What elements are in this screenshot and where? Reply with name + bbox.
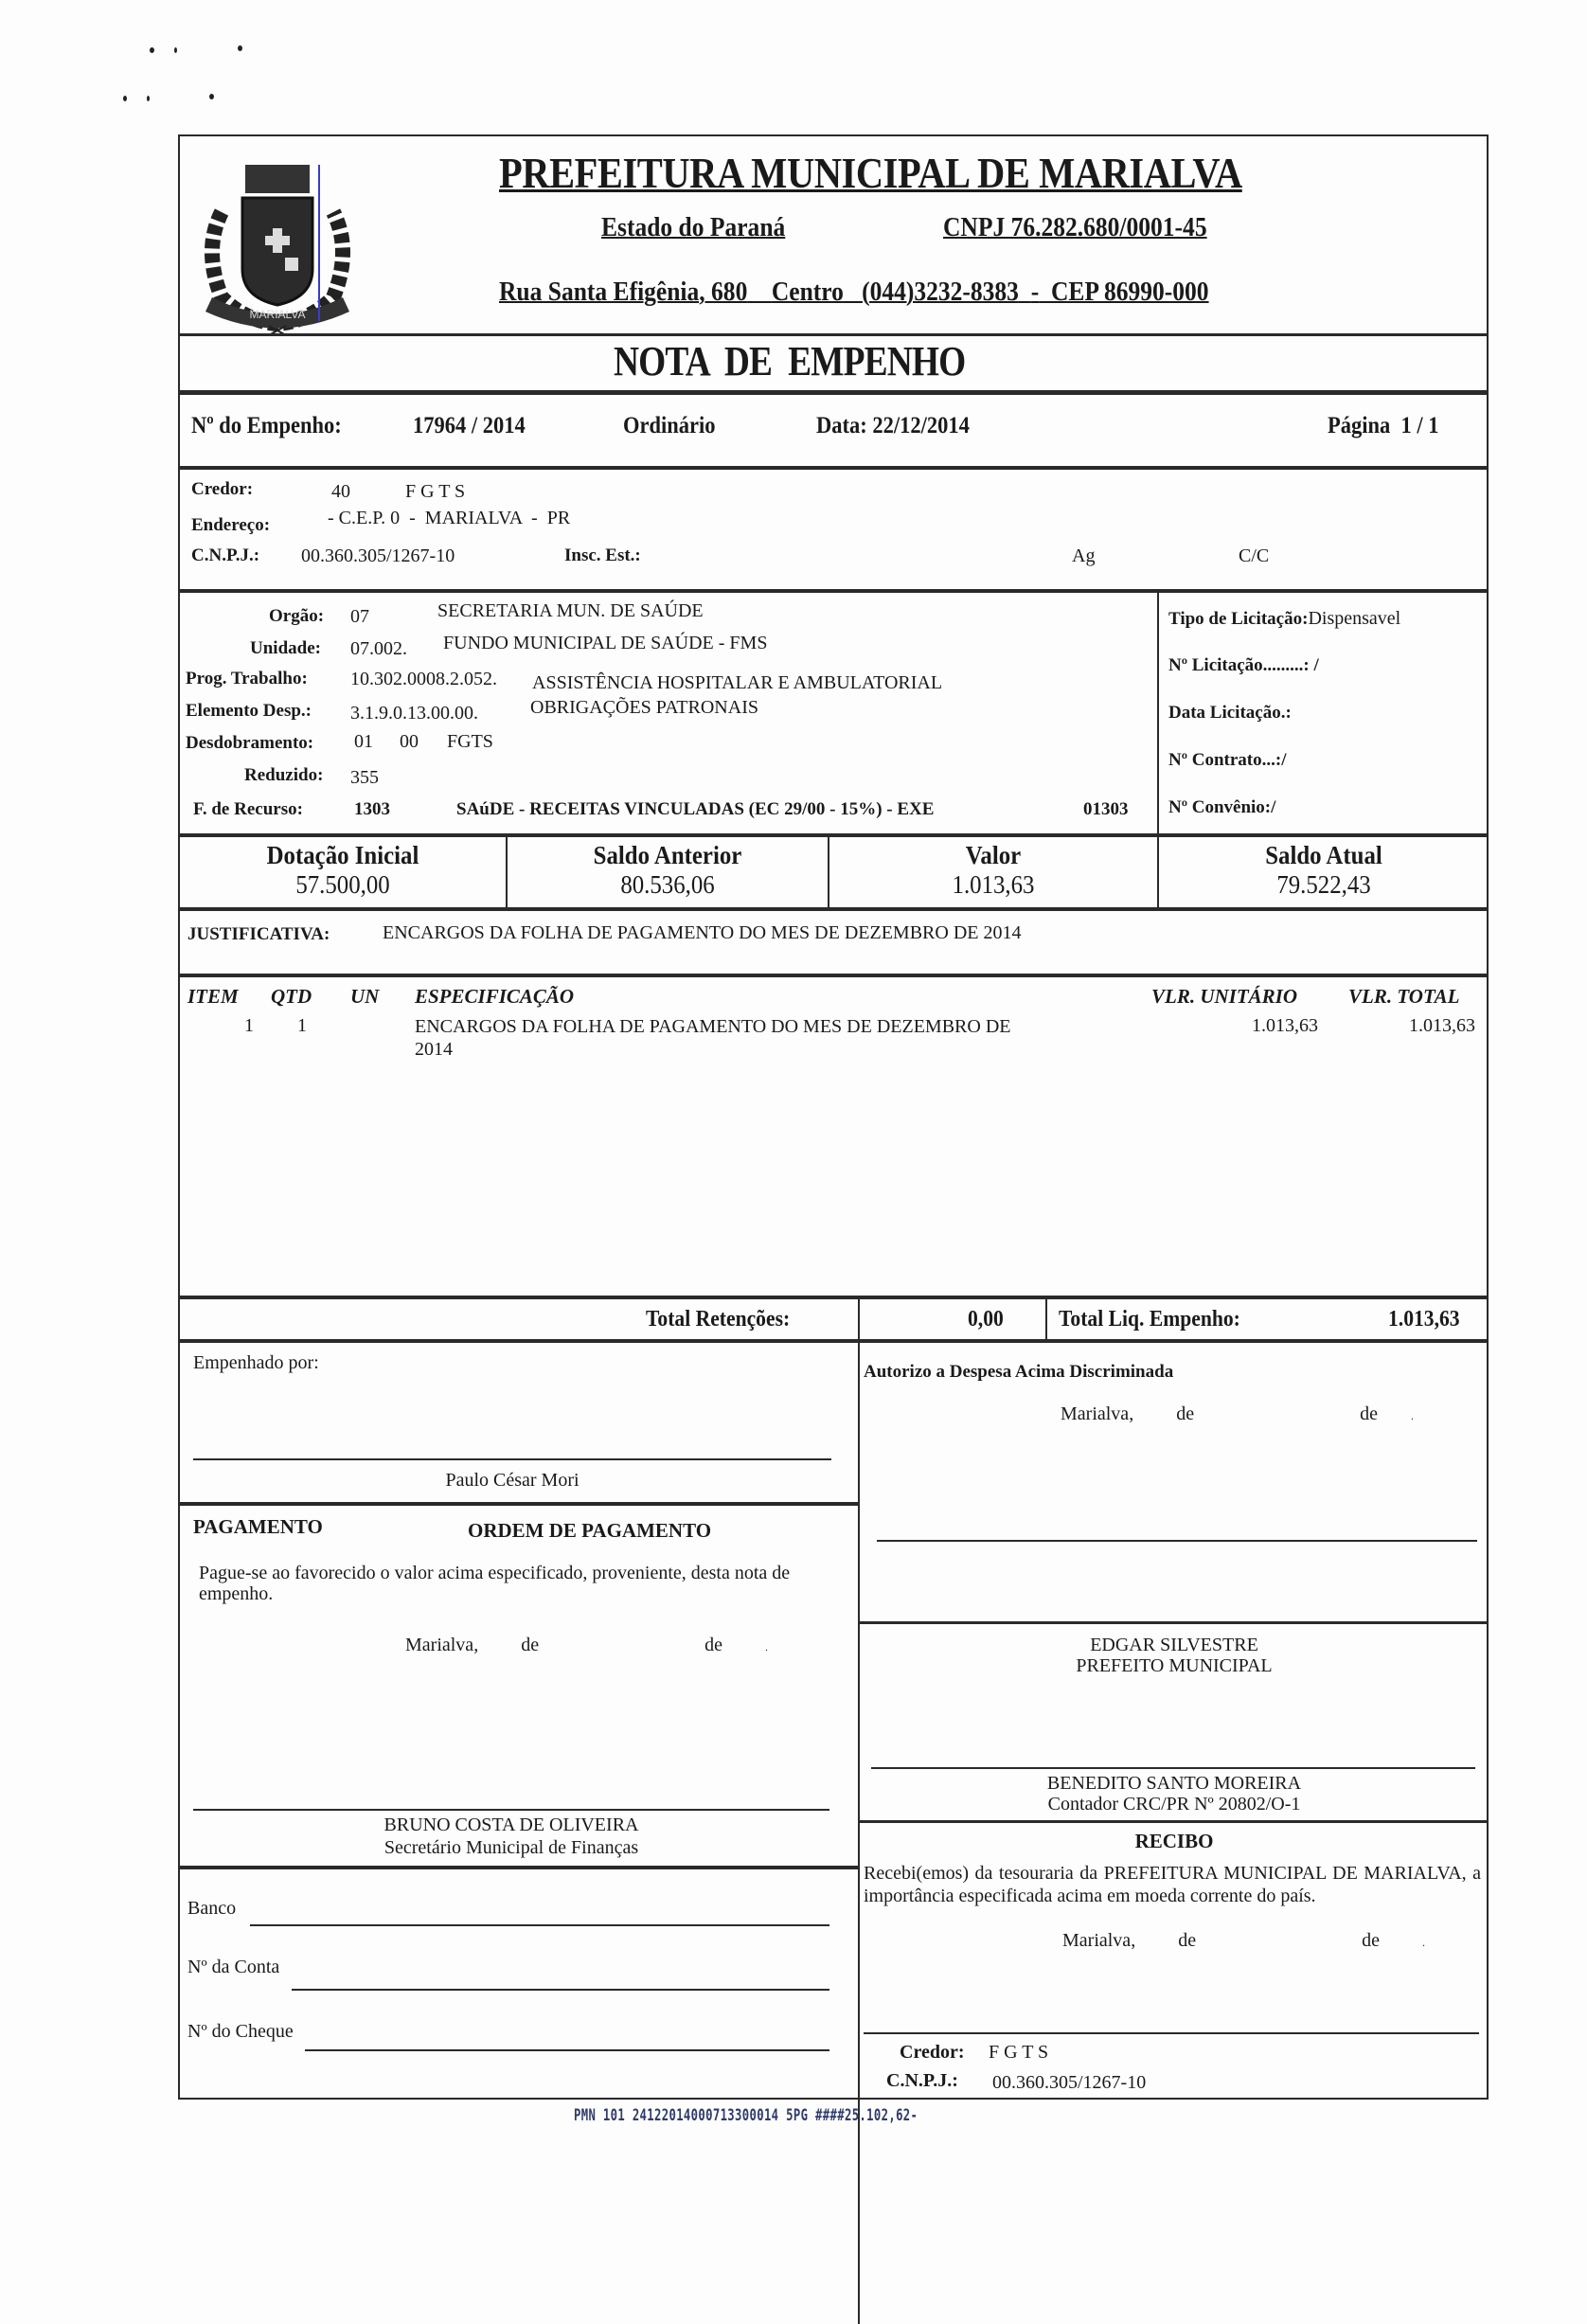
scan-mark	[238, 45, 242, 51]
table-row	[180, 1015, 1487, 1072]
orgao-label: Orgão:	[269, 606, 325, 626]
credor-name: F G T S	[405, 481, 466, 502]
saldo-value: 80.536,06	[620, 870, 715, 899]
pagamento-date-line	[405, 1635, 768, 1656]
finance-signer-title: Secretário Municipal de Finanças	[383, 1837, 639, 1858]
divider	[180, 333, 1487, 336]
saldo-label: Valor	[965, 841, 1022, 869]
saldo-valor	[829, 841, 1157, 900]
saldo-value: 1.013,63	[952, 870, 1035, 899]
conta-label: Nº da Conta	[187, 1957, 280, 1977]
address-phone: (044)3232-8383	[862, 277, 1019, 307]
saldo-atual	[1159, 841, 1489, 900]
date-dot: .	[1410, 1409, 1414, 1422]
divider	[180, 907, 1487, 911]
header-address	[499, 277, 1209, 308]
desdobramento-2: 00	[400, 731, 419, 752]
item-number: 1	[244, 1015, 254, 1036]
banco-label: Banco	[187, 1898, 237, 1919]
document-title: NOTA DE EMPENHO	[614, 338, 966, 384]
convenio-label: Nº Convênio:/	[1168, 797, 1276, 817]
mayor-name: EDGAR SILVESTRE	[1090, 1635, 1258, 1655]
item-total: 1.013,63	[1409, 1015, 1475, 1036]
credor-code: 40	[331, 481, 350, 502]
recibo-credor-value: F G T S	[989, 2042, 1049, 2063]
col-header-total: VLR. TOTAL	[1348, 985, 1460, 1008]
date-dot: .	[764, 1640, 768, 1654]
divider	[858, 1820, 1487, 1823]
retencoes-label: Total Retenções:	[646, 1307, 791, 1332]
ag-label: Ag	[1072, 545, 1096, 566]
page-number	[1328, 413, 1439, 439]
page-label: Página	[1328, 413, 1391, 438]
contrato-label: Nº Contrato...:/	[1168, 750, 1287, 770]
recibo-credor-label: Credor:	[900, 2042, 965, 2063]
recurso-name: SAúDE - RECEITAS VINCULADAS (EC 29/00 - 15%) - EXE	[456, 799, 935, 819]
banco-field-line	[250, 1924, 829, 1926]
divider	[180, 466, 1487, 470]
endereco-value: - C.E.P. 0 - MARIALVA - PR	[328, 508, 571, 528]
col-header-qtd: QTD	[271, 985, 312, 1008]
recibo-date-line	[1062, 1930, 1425, 1952]
cheque-label: Nº do Cheque	[187, 2021, 294, 2042]
address-cep: CEP 86990-000	[1050, 277, 1209, 307]
empenho-date	[816, 413, 970, 439]
date-value: 22/12/2014	[872, 413, 970, 438]
reduzido-value: 355	[350, 767, 379, 788]
credor-label: Credor:	[191, 479, 254, 499]
date-label: Data:	[816, 413, 867, 438]
item-spec	[415, 1015, 1011, 1061]
unidade-name: FUNDO MUNICIPAL DE SAÚDE - FMS	[443, 633, 768, 653]
page-title: PREFEITURA MUNICIPAL DE MARIALVA	[499, 149, 1242, 197]
item-spec-line: ENCARGOS DA FOLHA DE PAGAMENTO DO MES DE DEZEMBRO DE	[415, 1016, 1011, 1037]
orgao-code: 07	[350, 606, 369, 627]
pagamento-text: Pague-se ao favorecido o valor acima especificado, proveniente, desta nota de empenho.	[199, 1563, 791, 1604]
accountant-title: Contador CRC/PR Nº 20802/O-1	[1047, 1794, 1301, 1815]
ordem-pagamento-title: ORDEM DE PAGAMENTO	[468, 1519, 712, 1542]
cnpj-label: C.N.P.J.:	[191, 545, 260, 565]
header-state: Estado do Paraná	[601, 212, 786, 242]
date-de: de	[521, 1635, 540, 1655]
desdobramento-1: 01	[354, 731, 373, 752]
saldo-dotacao-inicial	[180, 841, 506, 900]
bank-authentication-stamp: PMN 101 24122014000713300014 5PG ####25.102,62-	[574, 2106, 918, 2125]
divider	[1045, 1297, 1047, 1341]
signature-line	[193, 1458, 831, 1460]
recibo-title: RECIBO	[1134, 1830, 1214, 1852]
place: Marialva,	[405, 1635, 479, 1655]
saldo-value: 57.500,00	[295, 870, 390, 899]
autorizo-date-line	[1061, 1403, 1414, 1425]
desdobramento-name: FGTS	[447, 731, 493, 752]
conta-field-line	[292, 1989, 829, 1991]
saldo-anterior	[508, 841, 828, 900]
elemento-code: 3.1.9.0.13.00.00.	[350, 703, 478, 724]
page-value: 1 / 1	[1400, 413, 1439, 438]
endereco-label: Endereço:	[191, 515, 271, 535]
divider	[180, 974, 1487, 977]
date-de: de	[1360, 1403, 1378, 1424]
elemento-label: Elemento Desp.:	[186, 701, 312, 721]
licitacao-num-label: Nº Licitação.........: /	[1168, 655, 1319, 675]
finance-signer-name: BRUNO COSTA DE OLIVEIRA	[383, 1815, 639, 1835]
empenho-type: Ordinário	[623, 413, 716, 438]
autorizo-label: Autorizo a Despesa Acima Discriminada	[864, 1362, 1174, 1382]
empenhado-label: Empenhado por:	[193, 1352, 319, 1373]
licitacao-tipo	[1168, 608, 1400, 630]
unidade-label: Unidade:	[250, 638, 321, 658]
recibo-cnpj-label: C.N.P.J.:	[886, 2070, 958, 2091]
recurso-label: F. de Recurso:	[193, 799, 303, 819]
empenhado-name: Paulo César Mori	[445, 1470, 580, 1491]
saldo-label: Saldo Atual	[1265, 841, 1382, 869]
recurso-code2: 01303	[1083, 799, 1129, 819]
recurso-code: 1303	[354, 799, 390, 819]
divider	[180, 1502, 858, 1506]
address-district: Centro	[771, 277, 844, 307]
empenho-number-label: Nº do Empenho:	[191, 413, 342, 438]
licitacao-tipo-label: Tipo de Licitação:	[1168, 609, 1309, 629]
saldo-value: 79.522,43	[1276, 870, 1371, 899]
retencoes-value: 0,00	[968, 1307, 1004, 1332]
cheque-field-line	[305, 2049, 829, 2051]
licitacao-data-label: Data Licitação.:	[1168, 703, 1292, 723]
nota-de-empenho-form	[178, 134, 1489, 2100]
place: Marialva,	[1061, 1403, 1134, 1424]
col-header-unit-price: VLR. UNITÁRIO	[1151, 985, 1298, 1008]
address-street: Rua Santa Efigênia, 680	[499, 277, 748, 307]
col-header-un: UN	[350, 985, 380, 1008]
divider	[180, 1866, 858, 1869]
liq-empenho-label: Total Liq. Empenho:	[1059, 1307, 1240, 1332]
divider	[180, 1296, 1487, 1299]
date-de: de	[1362, 1930, 1380, 1951]
municipal-coat-of-arms-icon	[193, 146, 362, 335]
item-spec-line: 2014	[415, 1039, 453, 1060]
accountant-name: BENEDITO SANTO MOREIRA	[1046, 1773, 1302, 1794]
date-dot: .	[1421, 1936, 1425, 1949]
unidade-code: 07.002.	[350, 638, 407, 659]
scan-mark	[174, 47, 177, 53]
elemento-name: OBRIGAÇÕES PATRONAIS	[530, 697, 758, 718]
licitacao-tipo-value: Dispensavel	[1308, 608, 1401, 629]
item-qtd: 1	[297, 1015, 307, 1036]
signature-line	[871, 1767, 1475, 1769]
recibo-cnpj-value: 00.360.305/1267-10	[992, 2072, 1147, 2093]
signature-line	[864, 2032, 1479, 2034]
date-de: de	[1178, 1930, 1197, 1951]
prog-trabalho-name: ASSISTÊNCIA HOSPITALAR E AMBULATORIAL	[532, 672, 943, 693]
divider	[180, 589, 1487, 593]
col-header-item: ITEM	[187, 985, 239, 1008]
scan-mark	[147, 96, 150, 101]
desdobramento-label: Desdobramento:	[186, 733, 314, 753]
mayor-title: PREFEITO MUNICIPAL	[1076, 1655, 1273, 1676]
item-unit-price: 1.013,63	[1252, 1015, 1318, 1036]
empenho-number: 17964 / 2014	[413, 413, 526, 438]
prog-trabalho-label: Prog. Trabalho:	[186, 669, 308, 688]
scan-mark	[150, 47, 154, 53]
saldo-label: Saldo Anterior	[593, 841, 742, 869]
reduzido-label: Reduzido:	[244, 765, 324, 785]
divider	[180, 833, 1487, 837]
divider	[858, 1621, 1487, 1624]
col-header-spec: ESPECIFICAÇÃO	[415, 985, 575, 1008]
signature-line	[877, 1540, 1477, 1542]
orgao-name: SECRETARIA MUN. DE SAÚDE	[437, 600, 704, 621]
scan-mark	[123, 96, 127, 101]
prog-trabalho-code: 10.302.0008.2.052.	[350, 669, 497, 689]
separator: -	[1030, 277, 1040, 307]
liq-empenho-value: 1.013,63	[1388, 1307, 1460, 1332]
justificativa-label: JUSTIFICATIVA:	[187, 924, 330, 944]
divider	[180, 1339, 1487, 1343]
pagamento-label: PAGAMENTO	[193, 1515, 323, 1538]
header-cnpj: CNPJ 76.282.680/0001-45	[943, 212, 1207, 242]
divider	[180, 390, 1487, 395]
date-de: de	[704, 1635, 722, 1655]
date-de: de	[1176, 1403, 1195, 1424]
signature-line	[193, 1809, 829, 1811]
svg-text:MARIALVA: MARIALVA	[249, 308, 306, 321]
divider	[1157, 591, 1159, 837]
justificativa-text: ENCARGOS DA FOLHA DE PAGAMENTO DO MES DE DEZEMBRO DE 2014	[383, 922, 1022, 943]
cc-label: C/C	[1239, 545, 1270, 566]
cnpj-value: 00.360.305/1267-10	[301, 545, 455, 566]
place: Marialva,	[1062, 1930, 1136, 1951]
saldo-label: Dotação Inicial	[266, 841, 419, 869]
scan-mark	[209, 94, 214, 99]
recibo-text: Recebi(emos) da tesouraria da PREFEITURA MUNICIPAL DE MARIALVA, a importância especificada acima em moeda corrente do país.	[864, 1863, 1481, 1906]
insc-est-label: Insc. Est.:	[564, 545, 641, 565]
